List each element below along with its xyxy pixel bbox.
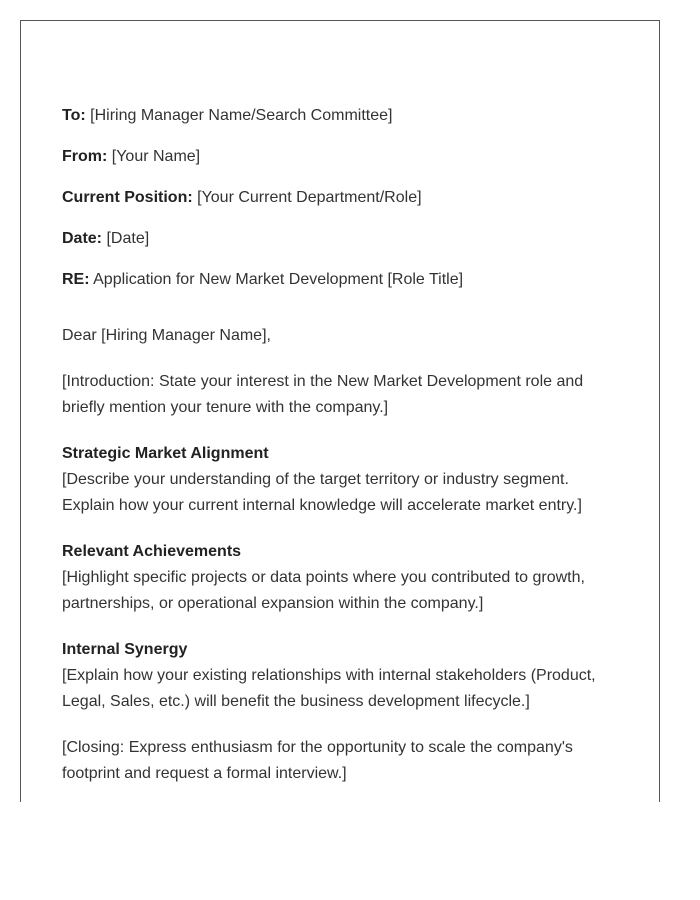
current-position-label: Current Position:: [62, 189, 193, 206]
section-body: [Highlight specific projects or data points where you contributed to growth, partnerships, or operational expansion within the company.]: [62, 569, 585, 612]
section-relevant-achievements: [62, 539, 622, 617]
section-body: [Describe your understanding of the target territory or industry segment. Explain how your current internal knowledge will accelerate market entry.]: [62, 471, 582, 514]
from-value: [Your Name]: [111, 148, 201, 165]
section-strategic-market-alignment: [62, 441, 622, 519]
section-internal-synergy: [62, 637, 622, 715]
to-value: [Hiring Manager Name/Search Committee]: [90, 107, 393, 124]
to-label: To:: [62, 107, 86, 124]
to-line: [62, 103, 622, 129]
from-line: [62, 144, 622, 170]
date-label: Date:: [62, 230, 103, 247]
current-position-line: [62, 185, 622, 211]
re-label: RE:: [62, 271, 90, 288]
date-line: [62, 226, 622, 252]
date-value: [Date]: [106, 230, 150, 247]
letter-page: [20, 20, 660, 802]
section-heading: Strategic Market Alignment: [62, 445, 269, 462]
from-label: From:: [62, 148, 108, 165]
salutation: Dear [Hiring Manager Name],: [62, 327, 271, 344]
section-body: [Explain how your existing relationships with internal stakeholders (Product, Legal, Sales, etc.) will benefit the business development lifecycle.]: [62, 667, 596, 710]
re-value: Application for New Market Development [Role Title]: [93, 271, 464, 288]
section-heading: Internal Synergy: [62, 641, 188, 658]
closing-paragraph: [Closing: Express enthusiasm for the opportunity to scale the company's footprint and request a formal interview.]: [62, 739, 573, 782]
section-heading: Relevant Achievements: [62, 543, 242, 560]
re-line: [62, 267, 622, 293]
letter-content: [62, 103, 622, 787]
introduction-paragraph: [Introduction: State your interest in the New Market Development role and briefly mention your tenure with the company.]: [62, 373, 584, 416]
current-position-value: [Your Current Department/Role]: [197, 189, 422, 206]
